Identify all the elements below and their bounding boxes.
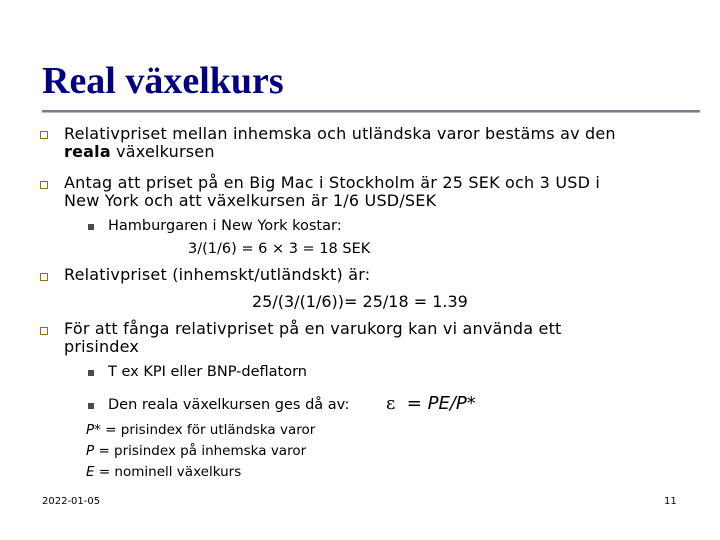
sub-bullet-marker xyxy=(88,370,94,376)
bullet-line: New York och att växelkursen är 1/6 USD/SEK xyxy=(64,191,437,210)
bullet-line: prisindex xyxy=(64,337,140,356)
legend-row xyxy=(86,441,315,462)
legend-row xyxy=(86,420,315,441)
legend-row xyxy=(86,462,315,483)
bullet-line: För att fånga relativpriset på en varukorg kan vi använda ett xyxy=(64,319,562,338)
bullet-marker xyxy=(40,327,48,335)
bullet-marker xyxy=(40,273,48,281)
legend-desc: = prisindex på inhemska varor xyxy=(98,443,307,459)
sub-bullet-text: Den reala växelkursen ges då av: xyxy=(108,397,350,413)
formula-expression: = PE/P* xyxy=(406,393,476,414)
bullet-marker xyxy=(40,181,48,189)
footer-date: 2022-01-05 xyxy=(42,496,101,507)
bullet-line: Relativpriset mellan inhemska och utländska varor bestäms av den xyxy=(64,124,616,143)
sub-bullet-marker xyxy=(88,403,94,409)
bullet-line xyxy=(64,143,694,161)
sub-bullet-marker xyxy=(88,224,94,230)
sub-bullet-text: T ex KPI eller BNP-deflatorn xyxy=(108,364,307,380)
bold-word: reala xyxy=(64,142,111,161)
epsilon-symbol: ε xyxy=(386,393,396,414)
variable-legend xyxy=(86,420,315,483)
bullet-line-rest: växelkursen xyxy=(110,142,215,161)
calculation-text: 25/(3/(1/6))= 25/18 = 1.39 xyxy=(252,292,468,311)
bullet-text xyxy=(64,174,694,210)
legend-desc: = nominell växelkurs xyxy=(98,464,242,480)
sub-bullet-text: Hamburgaren i New York kostar: xyxy=(108,218,342,234)
legend-symbol: P* xyxy=(86,422,101,438)
real-exchange-rate-formula xyxy=(386,393,476,414)
legend-symbol: E xyxy=(86,464,95,480)
calculation-text: 3/(1/6) = 6 × 3 = 18 SEK xyxy=(188,241,371,257)
legend-desc: = prisindex för utländska varor xyxy=(105,422,316,438)
slide-title: Real växelkurs xyxy=(42,60,284,102)
bullet-text xyxy=(64,125,694,161)
bullet-line: Antag att priset på en Big Mac i Stockholm är 25 SEK och 3 USD i xyxy=(64,173,601,192)
bullet-marker xyxy=(40,131,48,139)
legend-symbol: P xyxy=(86,443,95,459)
bullet-text: Relativpriset (inhemskt/utländskt) är: xyxy=(64,265,371,284)
page-number: 11 xyxy=(664,496,677,507)
bullet-text xyxy=(64,320,694,356)
title-underline xyxy=(42,110,700,113)
